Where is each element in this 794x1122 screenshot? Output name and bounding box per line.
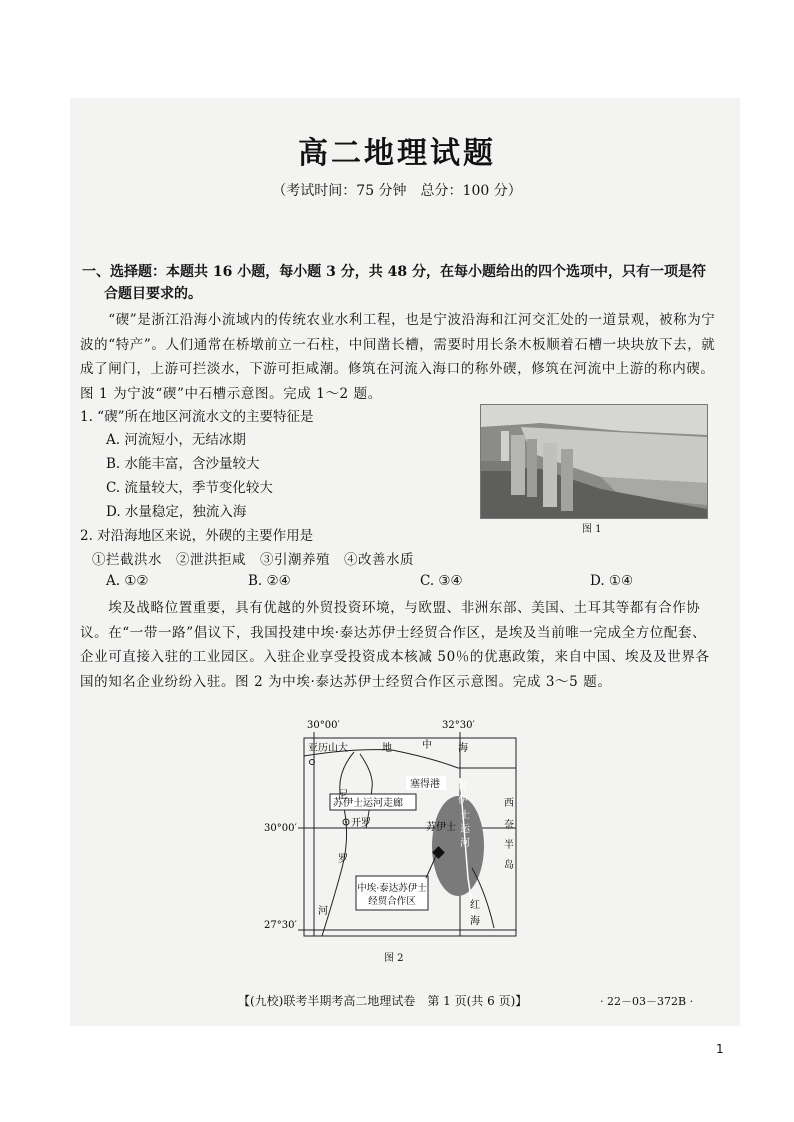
map-port-said: 塞得港	[410, 779, 440, 790]
map-lat-bottom: 27°30′	[264, 920, 297, 931]
map-sea-char-1: 地	[382, 743, 392, 754]
map-sinai-char-1: 西	[504, 798, 514, 809]
map-canal-char-2: 伊	[458, 795, 468, 806]
map-lon-right: 32°30′	[442, 720, 475, 731]
map-sinai-char-3: 半	[504, 840, 514, 851]
section-heading: 一、选择题：本题共 16 小题，每小题 3 分，共 48 分，在每小题给出的四个选项中，只有一项是符	[82, 264, 706, 280]
map-sea-char-3: 海	[458, 743, 468, 754]
map-canal-char-5: 河	[460, 838, 470, 849]
page-number: 1	[716, 1042, 724, 1056]
map-zone-label-2: 经贸合作区	[368, 896, 416, 907]
map-cairo: 开罗	[351, 818, 371, 829]
question-1-option-a: A. 河流短小，无结冰期	[106, 432, 246, 448]
question-1-stem: 1. “碶”所在地区河流水文的主要特征是	[80, 409, 314, 425]
figure-2-map	[262, 718, 532, 940]
passage-1: “碶”是浙江沿海小流域内的传统农业水利工程，也是宁波沿海和江河交汇处的一道景观，被称为宁波的“特产”。人们通常在桥墩前立一石柱，中间凿长槽，需要时用长条木板顺着石槽一块块放下去，就成了闸门，上游可拦淡水，下游可拒咸潮。修筑在河流入海口的称外碶，修筑在河流中上游的称内碶。图 1 为宁波“碶”中石槽示意图。完成 1～2 题。	[80, 312, 716, 402]
exam-info: （考试时间：75 分钟 总分：100 分）	[272, 183, 522, 199]
figure-1-caption: 图 1	[582, 524, 602, 535]
map-lon-left: 30°00′	[307, 720, 340, 731]
map-sinai-char-2: 奈	[504, 820, 514, 831]
question-2-option-b: B. ②④	[248, 573, 291, 589]
question-1-option-b: B. 水能丰富，含沙量较大	[106, 456, 260, 472]
map-canal-char-3: 士	[460, 810, 470, 821]
section-heading-cont: 合题目要求的。	[104, 286, 202, 302]
map-suez: 苏伊士	[426, 822, 456, 833]
map-lat-top: 30°00′	[264, 823, 297, 834]
passage-2: 埃及战略位置重要，具有优越的外贸投资环境，与欧盟、非洲东部、美国、土耳其等都有合作协议。在“一带一路”倡议下，我国投建中埃·泰达苏伊士经贸合作区，是埃及当前唯一完成全方位配套、企业可直接入驻的工业园区。入驻企业享受投资成本核减 50％的优惠政策，来自中国、埃及及世界各国的知名企业纷纷入驻。图 2 为中埃·泰达苏伊士经贸合作区示意图。完成 3～5 题。	[80, 600, 710, 690]
question-2-choices: ①拦截洪水 ②泄洪拒咸 ③引潮养殖 ④改善水质	[92, 552, 414, 568]
map-red-sea-char-1: 红	[470, 900, 480, 911]
map-sea-char-2: 中	[422, 740, 432, 751]
map-zone-label-1: 中埃·泰达苏伊士	[357, 883, 427, 894]
map-red-sea-char-2: 海	[470, 916, 480, 927]
map-sinai-char-4: 岛	[504, 860, 514, 871]
page-footer: 【(九校)联考半期考高二地理试卷 第 1 页(共 6 页)】	[238, 994, 528, 1008]
question-1-option-c: C. 流量较大，季节变化较大	[106, 480, 273, 496]
figure-1-photo	[480, 404, 708, 519]
question-2-option-c: C. ③④	[420, 573, 463, 589]
map-nile-char-1: 尼	[338, 790, 348, 801]
question-2-stem: 2. 对沿海地区来说，外碶的主要作用是	[80, 528, 314, 544]
figure-2-caption: 图 2	[384, 953, 404, 964]
map-alexandria: 亚历山大	[308, 743, 348, 754]
question-2-option-a: A. ①②	[106, 573, 149, 589]
map-nile-char-2: 罗	[338, 854, 348, 865]
question-2-option-d: D. ①④	[590, 573, 634, 589]
page-title: 高二地理试题	[298, 136, 496, 171]
map-canal-char-1: 苏	[458, 782, 468, 793]
question-1-option-d: D. 水量稳定，独流入海	[106, 504, 247, 520]
footer-code: · 22－03－372B ·	[600, 995, 694, 1008]
map-nile-char-3: 河	[318, 906, 328, 917]
map-corridor: 苏伊士运河走廊	[333, 798, 403, 809]
map-canal-char-4: 运	[460, 824, 470, 835]
